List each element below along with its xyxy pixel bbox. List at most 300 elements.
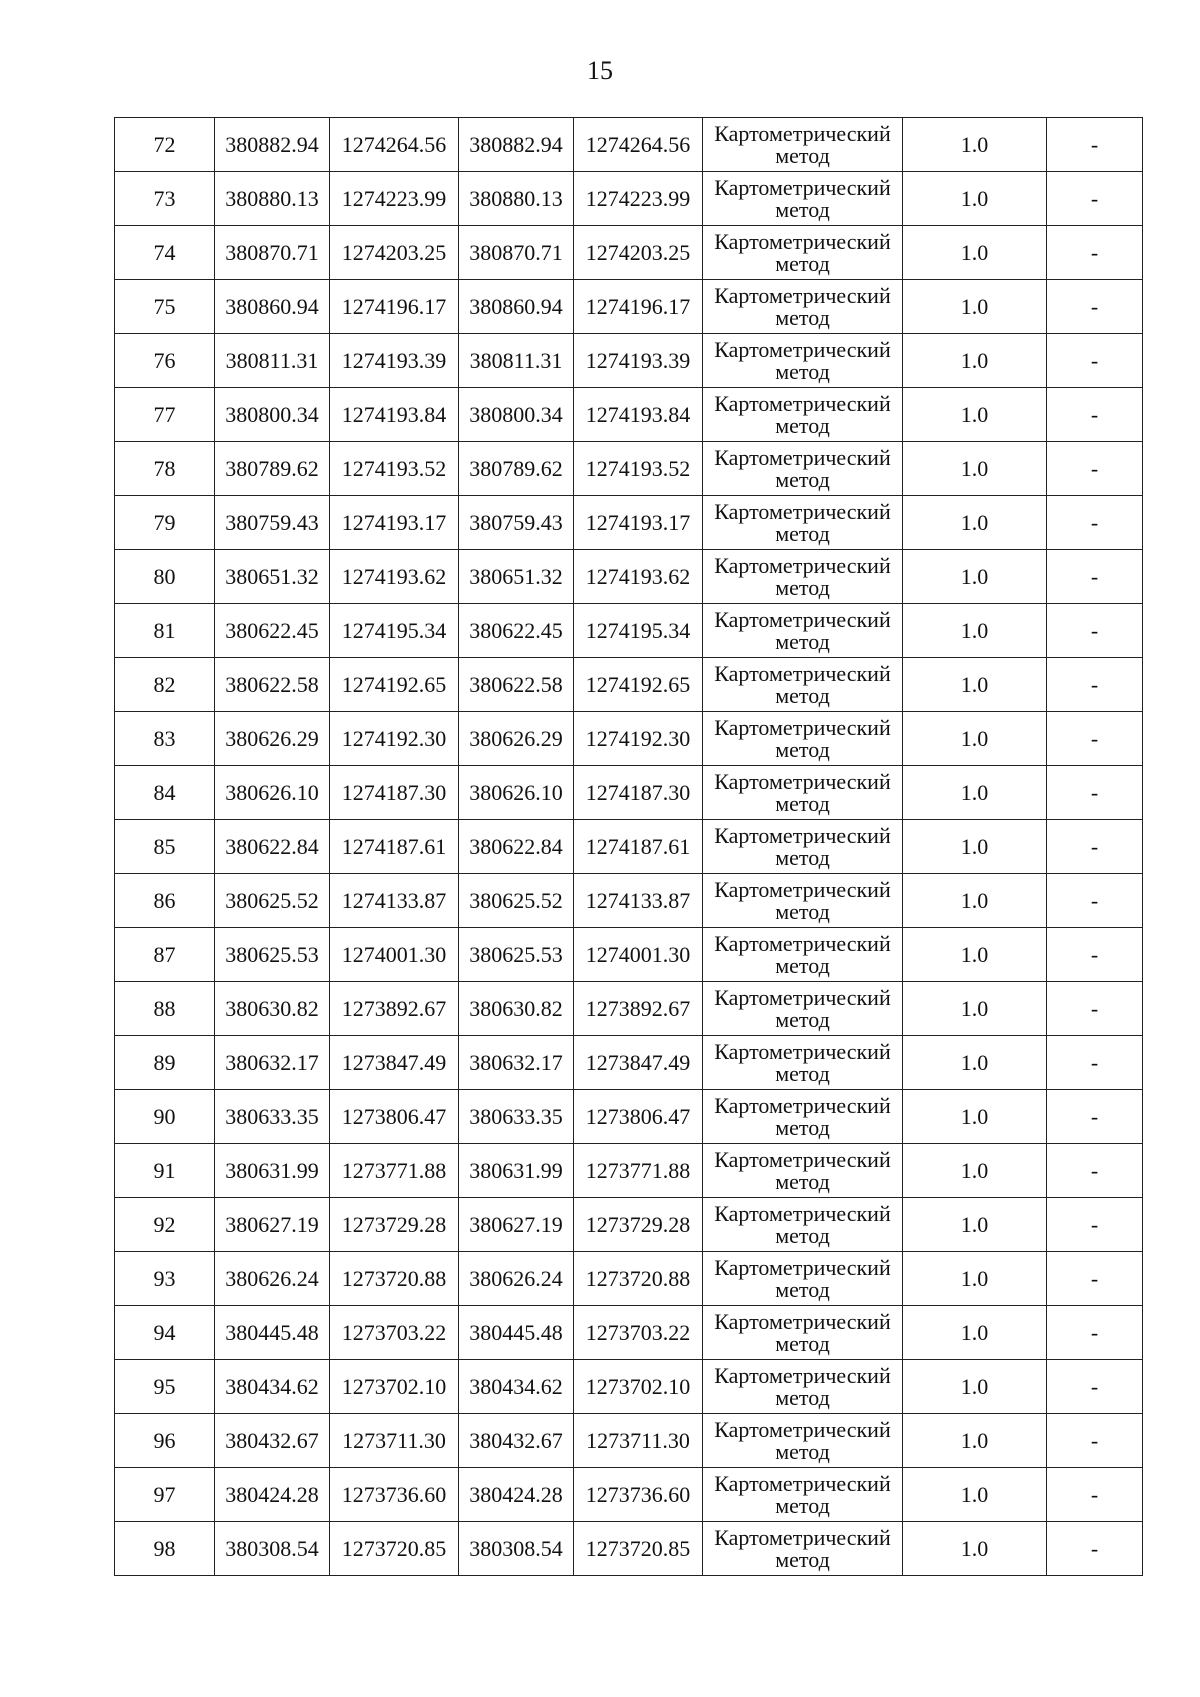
note-cell: - [1047,1144,1143,1198]
method-label: Картометрический [714,498,891,524]
y-coordinate-cell: 1273720.88 [574,1252,703,1306]
method-label: Картометрический [714,984,891,1010]
y-coordinate-cell: 1274001.30 [574,928,703,982]
note-cell: - [1047,226,1143,280]
x-coordinate-cell: 380626.29 [215,712,330,766]
y-coordinate-cell: 1273847.49 [574,1036,703,1090]
method-cell [703,1360,903,1414]
x-coordinate-cell: 380627.19 [215,1198,330,1252]
method-cell [703,226,903,280]
x-coordinate-cell: 380633.35 [215,1090,330,1144]
method-cell [703,442,903,496]
y-coordinate-cell: 1273703.22 [330,1306,459,1360]
table-row [115,1144,1143,1198]
note-cell: - [1047,1036,1143,1090]
method-label: метод [775,1330,830,1356]
x-coordinate-cell: 380622.45 [215,604,330,658]
method-label: Картометрический [714,1470,891,1496]
y-coordinate-cell: 1274264.56 [574,118,703,172]
x-coordinate-cell: 380625.52 [459,874,574,928]
method-label: метод [775,574,830,600]
y-coordinate-cell: 1274192.30 [574,712,703,766]
x-coordinate-cell: 380880.13 [215,172,330,226]
y-coordinate-cell: 1274264.56 [330,118,459,172]
note-cell: - [1047,712,1143,766]
method-label: Картометрический [714,1038,891,1064]
point-number-cell: 83 [115,712,215,766]
x-coordinate-cell: 380434.62 [215,1360,330,1414]
y-coordinate-cell: 1274193.62 [574,550,703,604]
accuracy-cell: 1.0 [903,928,1047,982]
accuracy-cell: 1.0 [903,442,1047,496]
method-label: Картометрический [714,444,891,470]
table-row [115,820,1143,874]
x-coordinate-cell: 380789.62 [215,442,330,496]
method-label: Картометрический [714,1146,891,1172]
method-label: метод [775,520,830,546]
note-cell: - [1047,118,1143,172]
x-coordinate-cell: 380625.53 [459,928,574,982]
method-label: метод [775,1438,830,1464]
x-coordinate-cell: 380632.17 [459,1036,574,1090]
method-label: метод [775,1492,830,1518]
point-number-cell: 98 [115,1522,215,1576]
method-label: Картометрический [714,120,891,146]
accuracy-cell: 1.0 [903,1198,1047,1252]
y-coordinate-cell: 1274187.30 [330,766,459,820]
table-row [115,1414,1143,1468]
method-label: метод [775,412,830,438]
table-row [115,712,1143,766]
method-label: метод [775,1222,830,1248]
note-cell: - [1047,1522,1143,1576]
y-coordinate-cell: 1273711.30 [330,1414,459,1468]
point-number-cell: 78 [115,442,215,496]
method-cell [703,280,903,334]
accuracy-cell: 1.0 [903,874,1047,928]
x-coordinate-cell: 380424.28 [459,1468,574,1522]
table-row [115,928,1143,982]
y-coordinate-cell: 1273702.10 [574,1360,703,1414]
y-coordinate-cell: 1274193.52 [574,442,703,496]
x-coordinate-cell: 380811.31 [459,334,574,388]
note-cell: - [1047,1252,1143,1306]
table-row [115,1198,1143,1252]
accuracy-cell: 1.0 [903,334,1047,388]
accuracy-cell: 1.0 [903,604,1047,658]
x-coordinate-cell: 380800.34 [459,388,574,442]
note-cell: - [1047,820,1143,874]
table-row [115,280,1143,334]
method-label: Картометрический [714,822,891,848]
y-coordinate-cell: 1274193.52 [330,442,459,496]
method-cell [703,1468,903,1522]
y-coordinate-cell: 1273771.88 [330,1144,459,1198]
y-coordinate-cell: 1274187.61 [574,820,703,874]
accuracy-cell: 1.0 [903,1144,1047,1198]
method-label: метод [775,898,830,924]
point-number-cell: 97 [115,1468,215,1522]
x-coordinate-cell: 380627.19 [459,1198,574,1252]
note-cell: - [1047,1414,1143,1468]
note-cell: - [1047,604,1143,658]
method-label: метод [775,196,830,222]
method-label: Картометрический [714,768,891,794]
method-label: Картометрический [714,282,891,308]
table-row [115,982,1143,1036]
point-number-cell: 76 [115,334,215,388]
method-label: Картометрический [714,660,891,686]
x-coordinate-cell: 380445.48 [459,1306,574,1360]
method-cell [703,172,903,226]
y-coordinate-cell: 1274187.61 [330,820,459,874]
table-row [115,1306,1143,1360]
note-cell: - [1047,496,1143,550]
x-coordinate-cell: 380870.71 [459,226,574,280]
y-coordinate-cell: 1273729.28 [574,1198,703,1252]
method-cell [703,712,903,766]
x-coordinate-cell: 380632.17 [215,1036,330,1090]
method-label: метод [775,682,830,708]
method-cell [703,334,903,388]
x-coordinate-cell: 380308.54 [459,1522,574,1576]
point-number-cell: 87 [115,928,215,982]
x-coordinate-cell: 380870.71 [215,226,330,280]
note-cell: - [1047,280,1143,334]
method-cell [703,766,903,820]
method-cell [703,388,903,442]
method-label: метод [775,844,830,870]
x-coordinate-cell: 380860.94 [215,280,330,334]
method-label: Картометрический [714,174,891,200]
y-coordinate-cell: 1274193.39 [574,334,703,388]
method-label: метод [775,250,830,276]
note-cell: - [1047,442,1143,496]
point-number-cell: 88 [115,982,215,1036]
point-number-cell: 80 [115,550,215,604]
x-coordinate-cell: 380651.32 [459,550,574,604]
point-number-cell: 74 [115,226,215,280]
x-coordinate-cell: 380860.94 [459,280,574,334]
y-coordinate-cell: 1273720.85 [574,1522,703,1576]
note-cell: - [1047,1468,1143,1522]
y-coordinate-cell: 1274133.87 [330,874,459,928]
y-coordinate-cell: 1273711.30 [574,1414,703,1468]
y-coordinate-cell: 1274193.84 [330,388,459,442]
point-number-cell: 84 [115,766,215,820]
table-row [115,172,1143,226]
method-label: метод [775,466,830,492]
method-cell [703,1252,903,1306]
x-coordinate-cell: 380626.24 [459,1252,574,1306]
y-coordinate-cell: 1273892.67 [574,982,703,1036]
point-number-cell: 91 [115,1144,215,1198]
x-coordinate-cell: 380622.45 [459,604,574,658]
method-label: Картометрический [714,1092,891,1118]
coordinates-table [114,117,1143,1576]
y-coordinate-cell: 1274133.87 [574,874,703,928]
method-label: Картометрический [714,1416,891,1442]
x-coordinate-cell: 380432.67 [215,1414,330,1468]
point-number-cell: 75 [115,280,215,334]
table-row [115,118,1143,172]
table-row [115,1360,1143,1414]
y-coordinate-cell: 1274193.17 [574,496,703,550]
x-coordinate-cell: 380445.48 [215,1306,330,1360]
note-cell: - [1047,874,1143,928]
method-label: метод [775,358,830,384]
point-number-cell: 73 [115,172,215,226]
method-cell [703,118,903,172]
y-coordinate-cell: 1274193.84 [574,388,703,442]
method-label: метод [775,1060,830,1086]
accuracy-cell: 1.0 [903,1522,1047,1576]
method-label: Картометрический [714,714,891,740]
note-cell: - [1047,928,1143,982]
table-row [115,874,1143,928]
method-cell [703,1036,903,1090]
method-cell [703,928,903,982]
point-number-cell: 72 [115,118,215,172]
point-number-cell: 86 [115,874,215,928]
method-cell [703,496,903,550]
table-row [115,1036,1143,1090]
x-coordinate-cell: 380434.62 [459,1360,574,1414]
x-coordinate-cell: 380882.94 [459,118,574,172]
y-coordinate-cell: 1273806.47 [330,1090,459,1144]
page-number: 15 [587,56,613,85]
method-label: метод [775,952,830,978]
x-coordinate-cell: 380622.84 [459,820,574,874]
table-row [115,766,1143,820]
y-coordinate-cell: 1274192.65 [330,658,459,712]
table-row [115,442,1143,496]
method-label: Картометрический [714,930,891,956]
method-cell [703,604,903,658]
y-coordinate-cell: 1274223.99 [574,172,703,226]
note-cell: - [1047,1360,1143,1414]
method-cell [703,1090,903,1144]
y-coordinate-cell: 1274195.34 [330,604,459,658]
method-label: метод [775,1384,830,1410]
accuracy-cell: 1.0 [903,550,1047,604]
x-coordinate-cell: 380625.53 [215,928,330,982]
x-coordinate-cell: 380631.99 [215,1144,330,1198]
method-label: Картометрический [714,1524,891,1550]
note-cell: - [1047,1306,1143,1360]
y-coordinate-cell: 1273892.67 [330,982,459,1036]
note-cell: - [1047,982,1143,1036]
accuracy-cell: 1.0 [903,388,1047,442]
method-label: Картометрический [714,606,891,632]
method-cell [703,1522,903,1576]
x-coordinate-cell: 380882.94 [215,118,330,172]
method-label: метод [775,628,830,654]
method-cell [703,1144,903,1198]
method-label: метод [775,1114,830,1140]
accuracy-cell: 1.0 [903,118,1047,172]
accuracy-cell: 1.0 [903,1414,1047,1468]
accuracy-cell: 1.0 [903,1036,1047,1090]
accuracy-cell: 1.0 [903,712,1047,766]
x-coordinate-cell: 380759.43 [459,496,574,550]
note-cell: - [1047,172,1143,226]
y-coordinate-cell: 1274001.30 [330,928,459,982]
point-number-cell: 89 [115,1036,215,1090]
note-cell: - [1047,1090,1143,1144]
x-coordinate-cell: 380633.35 [459,1090,574,1144]
point-number-cell: 92 [115,1198,215,1252]
y-coordinate-cell: 1274193.62 [330,550,459,604]
x-coordinate-cell: 380626.10 [215,766,330,820]
method-label: метод [775,1168,830,1194]
y-coordinate-cell: 1273720.85 [330,1522,459,1576]
x-coordinate-cell: 380626.24 [215,1252,330,1306]
x-coordinate-cell: 380622.84 [215,820,330,874]
y-coordinate-cell: 1273806.47 [574,1090,703,1144]
accuracy-cell: 1.0 [903,820,1047,874]
x-coordinate-cell: 380811.31 [215,334,330,388]
table-row [115,1522,1143,1576]
x-coordinate-cell: 380630.82 [459,982,574,1036]
y-coordinate-cell: 1273771.88 [574,1144,703,1198]
method-cell [703,874,903,928]
method-label: Картометрический [714,1254,891,1280]
accuracy-cell: 1.0 [903,1252,1047,1306]
method-cell [703,550,903,604]
method-label: метод [775,304,830,330]
accuracy-cell: 1.0 [903,982,1047,1036]
table-row [115,226,1143,280]
point-number-cell: 85 [115,820,215,874]
accuracy-cell: 1.0 [903,1468,1047,1522]
accuracy-cell: 1.0 [903,172,1047,226]
note-cell: - [1047,550,1143,604]
y-coordinate-cell: 1274195.34 [574,604,703,658]
method-label: Картометрический [714,1362,891,1388]
y-coordinate-cell: 1274193.17 [330,496,459,550]
method-cell [703,658,903,712]
method-label: Картометрический [714,876,891,902]
table-row [115,496,1143,550]
x-coordinate-cell: 380626.29 [459,712,574,766]
accuracy-cell: 1.0 [903,766,1047,820]
y-coordinate-cell: 1274192.65 [574,658,703,712]
y-coordinate-cell: 1273736.60 [574,1468,703,1522]
x-coordinate-cell: 380631.99 [459,1144,574,1198]
method-label: метод [775,790,830,816]
x-coordinate-cell: 380880.13 [459,172,574,226]
accuracy-cell: 1.0 [903,658,1047,712]
table-row [115,1468,1143,1522]
y-coordinate-cell: 1274196.17 [330,280,459,334]
x-coordinate-cell: 380625.52 [215,874,330,928]
table-row [115,604,1143,658]
method-label: метод [775,1006,830,1032]
method-label: Картометрический [714,1308,891,1334]
y-coordinate-cell: 1274203.25 [574,226,703,280]
table-row [115,388,1143,442]
method-label: Картометрический [714,336,891,362]
table-row [115,334,1143,388]
method-cell [703,982,903,1036]
y-coordinate-cell: 1273703.22 [574,1306,703,1360]
y-coordinate-cell: 1274196.17 [574,280,703,334]
x-coordinate-cell: 380432.67 [459,1414,574,1468]
point-number-cell: 82 [115,658,215,712]
note-cell: - [1047,658,1143,712]
x-coordinate-cell: 380622.58 [215,658,330,712]
x-coordinate-cell: 380622.58 [459,658,574,712]
x-coordinate-cell: 380651.32 [215,550,330,604]
point-number-cell: 95 [115,1360,215,1414]
x-coordinate-cell: 380800.34 [215,388,330,442]
point-number-cell: 93 [115,1252,215,1306]
accuracy-cell: 1.0 [903,1090,1047,1144]
x-coordinate-cell: 380630.82 [215,982,330,1036]
method-cell [703,1414,903,1468]
note-cell: - [1047,766,1143,820]
y-coordinate-cell: 1274192.30 [330,712,459,766]
point-number-cell: 81 [115,604,215,658]
x-coordinate-cell: 380759.43 [215,496,330,550]
table-row [115,550,1143,604]
point-number-cell: 94 [115,1306,215,1360]
accuracy-cell: 1.0 [903,496,1047,550]
y-coordinate-cell: 1274223.99 [330,172,459,226]
method-cell [703,820,903,874]
note-cell: - [1047,1198,1143,1252]
y-coordinate-cell: 1274203.25 [330,226,459,280]
point-number-cell: 79 [115,496,215,550]
point-number-cell: 90 [115,1090,215,1144]
method-cell [703,1306,903,1360]
method-label: метод [775,736,830,762]
y-coordinate-cell: 1274193.39 [330,334,459,388]
accuracy-cell: 1.0 [903,1360,1047,1414]
note-cell: - [1047,334,1143,388]
x-coordinate-cell: 380626.10 [459,766,574,820]
table-row [115,658,1143,712]
table-body [115,118,1143,1576]
accuracy-cell: 1.0 [903,280,1047,334]
y-coordinate-cell: 1273702.10 [330,1360,459,1414]
point-number-cell: 77 [115,388,215,442]
method-label: Картометрический [714,228,891,254]
y-coordinate-cell: 1273729.28 [330,1198,459,1252]
y-coordinate-cell: 1274187.30 [574,766,703,820]
accuracy-cell: 1.0 [903,1306,1047,1360]
method-label: метод [775,1276,830,1302]
note-cell: - [1047,388,1143,442]
method-label: Картометрический [714,390,891,416]
table-row [115,1252,1143,1306]
y-coordinate-cell: 1273736.60 [330,1468,459,1522]
method-label: метод [775,1546,830,1572]
x-coordinate-cell: 380308.54 [215,1522,330,1576]
y-coordinate-cell: 1273720.88 [330,1252,459,1306]
accuracy-cell: 1.0 [903,226,1047,280]
method-label: метод [775,142,830,168]
method-label: Картометрический [714,1200,891,1226]
x-coordinate-cell: 380424.28 [215,1468,330,1522]
table-row [115,1090,1143,1144]
method-label: Картометрический [714,552,891,578]
point-number-cell: 96 [115,1414,215,1468]
y-coordinate-cell: 1273847.49 [330,1036,459,1090]
method-cell [703,1198,903,1252]
x-coordinate-cell: 380789.62 [459,442,574,496]
